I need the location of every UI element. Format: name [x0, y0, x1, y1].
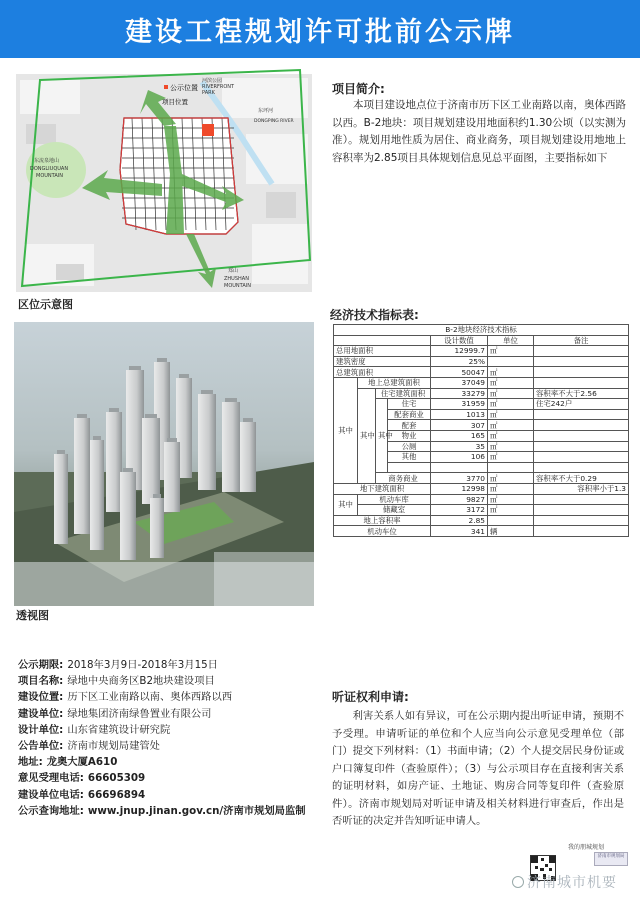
row-value: 165	[431, 430, 488, 441]
row-label: 配套	[388, 420, 431, 431]
hearing-title: 听证权利申请:	[332, 690, 409, 704]
row-value: 35	[431, 441, 488, 452]
table-row	[334, 473, 629, 484]
tower-building	[222, 402, 240, 492]
info-value: 2018年3月9日-2018年3月15日	[67, 659, 218, 671]
row-value: 2.85	[431, 515, 488, 526]
tower-building	[106, 412, 122, 512]
qr-module	[535, 866, 538, 869]
map-label-river-en: DONGPING RIVER	[254, 119, 294, 124]
location-map-svg	[16, 74, 312, 292]
table-row	[334, 356, 629, 367]
info-label: 项目名称:	[18, 675, 64, 688]
row-unit: ㎡	[488, 430, 534, 441]
map-caption: 区位示意图	[18, 298, 73, 311]
tower-roof	[225, 398, 237, 402]
table-row	[334, 483, 629, 494]
row-label: 地下建筑面积	[334, 483, 431, 494]
row-unit: ㎡	[488, 399, 534, 410]
hearing-body: 利害关系人如有异议，可在公示期内提出听证申请，预期不予受理。申请听证的单位和个人应当向公示意见受理单位（部门）提交下列材料：（1）书面申请；（2）个人提交居民身份证或户口簿复印件（查验原件）；（3）与公示项目存在直接利害关系的证明材料，如房产证、土地证、购房合同等复印件（查验原件）。济南市规划局对听证申请及相关材料进行审查后，作出是否听证的决定并告知听证申请人。	[332, 710, 624, 827]
watermark	[512, 872, 617, 892]
tower-roof	[57, 450, 65, 454]
row-label: 住宅	[388, 399, 431, 410]
aerial-rendering-svg	[14, 322, 314, 606]
info-row-address	[18, 754, 318, 770]
row-label: 储藏室	[358, 505, 431, 516]
row-label: 总建筑面积	[334, 367, 431, 378]
row-label: 机动车位	[334, 526, 431, 537]
qr-module	[540, 868, 544, 871]
map-label-mountain-cn: 东流泉地山	[34, 158, 60, 164]
row-label: 其他	[388, 452, 431, 463]
row-unit: ㎡	[488, 473, 534, 484]
tower-roof	[157, 358, 167, 362]
econ-table	[333, 324, 629, 537]
row-label: 地上总建筑面积	[358, 377, 431, 388]
row-label: 配套商业	[388, 409, 431, 420]
tower-roof	[129, 366, 141, 370]
info-value: 绿地集团济南绿鲁置业有限公司	[67, 707, 212, 720]
row-unit: ㎡	[488, 494, 534, 505]
row-value: 12999.7	[431, 346, 488, 357]
tower-roof	[179, 374, 189, 378]
table-caption: B-2地块经济技术指标	[334, 325, 629, 336]
tower-building	[142, 418, 160, 504]
info-value: 济南市规划局建管处	[67, 740, 160, 753]
row-note: 住宅242户	[534, 399, 629, 410]
info-row-period	[18, 657, 318, 673]
tower-building	[150, 498, 164, 558]
info-value: 66605309	[87, 772, 146, 785]
tower-building	[74, 418, 90, 534]
row-label: 地上容积率	[334, 515, 431, 526]
row-value: 9827	[431, 494, 488, 505]
tower-building	[240, 422, 256, 492]
wechat-icon	[512, 876, 524, 888]
info-row-builder	[18, 706, 318, 722]
watermark-text: 济南城市机要	[527, 875, 617, 891]
tower-roof	[145, 414, 157, 418]
tower-roof	[123, 468, 133, 472]
group-label: 其中	[334, 494, 358, 515]
header-value: 设计数值	[431, 335, 488, 346]
intro-title: 项目简介:	[332, 82, 385, 96]
tower-building	[54, 454, 68, 544]
row-value: 37049	[431, 377, 488, 388]
row-label: 商务商业	[376, 473, 431, 484]
render-caption: 透视图	[16, 609, 49, 622]
map-label-mountain-en2: MOUNTAIN	[36, 173, 63, 179]
title-banner	[0, 0, 640, 58]
row-label: 建筑密度	[334, 356, 431, 367]
intro-body: 本项目建设地点位于济南市历下区工业南路以南，奥体西路以西。B-2地块：项目规划建设用地面积约1.30公顷（以实测为准）。规划用地性质为居住、商业商务，项目规划建设用地地上容积率为2.85项目具体规划信息见总平面图，主要指标如下	[332, 99, 626, 164]
tower-roof	[153, 494, 161, 498]
info-label: 设计单位:	[18, 723, 64, 736]
tower-roof	[109, 408, 119, 412]
map-label-mountain-en1: DONGLIUQUAN	[30, 166, 69, 172]
tower-roof	[93, 436, 101, 440]
row-value: 25%	[431, 356, 488, 367]
row-value: 1013	[431, 409, 488, 420]
map-label-zhushan-en1: ZHUSHAN	[224, 276, 249, 282]
info-value: 历下区工业南路以南、奥体西路以西	[67, 691, 233, 704]
page-title: 建设工程规划许可批前公示牌	[125, 16, 515, 48]
aerial-rendering	[14, 322, 314, 606]
map-label-park-en2: PARK	[202, 90, 215, 96]
row-unit: ㎡	[488, 505, 534, 516]
tower-building	[90, 440, 104, 550]
info-label: 建设位置:	[18, 691, 64, 704]
qr-module	[549, 868, 552, 871]
group-label: 其中	[334, 377, 358, 483]
info-label: 地址:	[18, 756, 43, 769]
qr-module	[545, 864, 548, 867]
row-unit: ㎡	[488, 420, 534, 431]
map-label-location: 公示位置	[170, 84, 198, 92]
row-unit: ㎡	[488, 483, 534, 494]
info-row-designer	[18, 722, 318, 738]
row-unit: ㎡	[488, 346, 534, 357]
map-label-zhushan-en2: MOUNTAIN	[224, 283, 251, 289]
publication-info	[18, 657, 318, 819]
info-label: 公示查询地址:	[18, 804, 84, 817]
tower-roof	[77, 414, 87, 418]
row-value: 3770	[431, 473, 488, 484]
row-value: 3172	[431, 505, 488, 516]
table-row	[334, 505, 629, 516]
row-label: 物业	[388, 430, 431, 441]
econ-title: 经济技术指标表:	[330, 308, 419, 322]
info-row-project	[18, 673, 318, 689]
info-label: 公示期限:	[18, 659, 64, 671]
table-row	[334, 325, 629, 336]
tower-roof	[167, 438, 177, 442]
publisher-badge: 济南市规划局	[594, 852, 628, 866]
row-label: 住宅建筑面积	[376, 388, 431, 399]
tower-roof	[201, 390, 213, 394]
row-unit: 辆	[488, 526, 534, 537]
tower-building	[120, 472, 136, 560]
row-label: 总用地面积	[334, 346, 431, 357]
qr-module	[541, 858, 544, 861]
info-row-publisher	[18, 738, 318, 754]
tower-building	[198, 394, 216, 490]
qr-module	[549, 856, 556, 863]
info-row-site	[18, 689, 318, 705]
row-unit: ㎡	[488, 452, 534, 463]
location-map	[16, 74, 312, 292]
info-label: 建设单位:	[18, 707, 64, 720]
row-note: 容积率不大于0.29	[534, 473, 629, 484]
map-label-zhushan-cn: 郑山	[228, 268, 239, 274]
info-value: www.jnup.jinan.gov.cn/济南市规划局监制	[87, 804, 306, 817]
row-unit: ㎡	[488, 409, 534, 420]
group-label: 其中	[376, 399, 388, 473]
row-value: 50047	[431, 367, 488, 378]
info-label: 公告单位:	[18, 740, 64, 753]
header-unit: 单位	[488, 335, 534, 346]
qr-module	[531, 856, 538, 863]
table-row	[334, 367, 629, 378]
info-label: 建设单位电话:	[18, 788, 84, 801]
row-unit: ㎡	[488, 441, 534, 452]
map-label-project: 项目位置	[162, 98, 188, 106]
qr-caption: 我的朋城规划	[568, 844, 605, 851]
map-label-river-cn: 东坪河	[258, 108, 274, 114]
row-unit: ㎡	[488, 388, 534, 399]
tower-roof	[243, 418, 253, 422]
row-value: 307	[431, 420, 488, 431]
table-row	[334, 494, 629, 505]
info-value: 绿地中央商务区B2地块建设项目	[67, 675, 215, 688]
info-value: 山东省建筑设计研究院	[67, 723, 171, 736]
map-label-park-cn: 河滨公园	[202, 78, 223, 84]
table-row	[334, 377, 629, 388]
table-row	[334, 346, 629, 357]
table-row	[334, 335, 629, 346]
group-label: 其中	[358, 388, 376, 483]
row-label: 机动车库	[358, 494, 431, 505]
tower-building	[164, 442, 180, 512]
table-row	[334, 388, 629, 399]
row-note: 容积率小于1.3	[534, 483, 629, 494]
row-value: 12998	[431, 483, 488, 494]
row-unit: ㎡	[488, 377, 534, 388]
row-value: 341	[431, 526, 488, 537]
row-value: 106	[431, 452, 488, 463]
info-row-web	[18, 803, 318, 819]
row-value: 31959	[431, 399, 488, 410]
econ-table-wrap	[333, 324, 628, 537]
row-note: 容积率不大于2.56	[534, 388, 629, 399]
info-value: 龙奥大厦A610	[46, 756, 118, 769]
row-label: 公厕	[388, 441, 431, 452]
header-note: 备注	[534, 335, 629, 346]
row-value: 33279	[431, 388, 488, 399]
table-row	[334, 515, 629, 526]
table-row	[334, 399, 629, 410]
map-label-park-en1: RIVERFRONT	[202, 84, 235, 90]
info-row-phone2	[18, 787, 318, 803]
row-unit: ㎡	[488, 367, 534, 378]
table-row	[334, 526, 629, 537]
info-row-phone1	[18, 770, 318, 786]
info-label: 意见受理电话:	[18, 772, 84, 785]
info-value: 66696894	[87, 788, 146, 801]
